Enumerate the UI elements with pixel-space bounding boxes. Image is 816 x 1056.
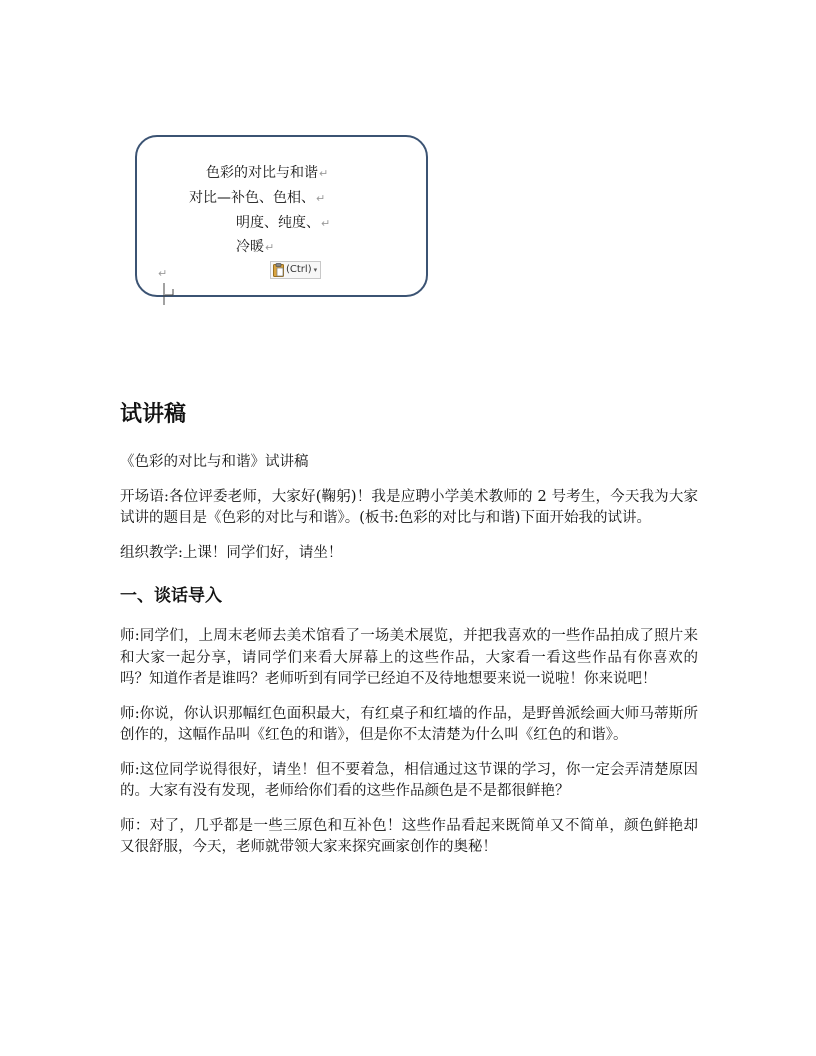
board-empty-line [157,264,167,283]
paragraph-mark-icon: ↵ [319,167,329,180]
board-line-temperature [236,238,274,257]
board-line-contrast [189,189,325,208]
paragraph-teacher-3: 师:这位同学说得很好，请坐！但不要着急，相信通过这节课的学习，你一定会弄清楚原因的。大家有没有发现，老师给你们看的这些作品颜色是不是都很鲜艳？ [120,761,698,799]
paragraph-teacher-2: 师:你说，你认识那幅红色面积最大，有红桌子和红墙的作品，是野兽派绘画大师马蒂斯所创作的，这幅作品叫《红色的和谐》，但是你不太清楚为什么叫《红色的和谐》。 [120,705,698,743]
board-line-text: 明度、纯度、 [236,215,320,231]
paragraph-teacher-4: 师：对了，几乎都是一些三原色和互补色！这些作品看起来既简单又不简单，颜色鲜艳却又很舒服，今天，老师就带领大家来探究画家创作的奥秘！ [120,817,698,855]
paste-options-button[interactable] [270,261,321,279]
chevron-down-icon: ▾ [313,266,318,274]
paragraph-teacher-1: 师:同学们，上周末老师去美术馆看了一场美术展览，并把我喜欢的一些作品拍成了照片来和大家一起分享，请同学们来看大屏幕上的这些作品，大家看一看这些作品有你喜欢的吗？知道作者是谁吗？老师听到有同学已经迫不及待地想要来说一说啦！你来说吧！ [120,628,698,687]
board-line-title [206,164,328,183]
paragraph-mark-icon: ↵ [265,241,275,254]
document-title: 试讲稿 [120,402,187,427]
clipboard-icon [273,263,284,277]
section-heading-intro: 一、谈话导入 [120,586,222,606]
paste-options-label: (Ctrl) [286,264,312,275]
text-cursor-icon [163,283,175,305]
paragraph-opening: 开场语:各位评委老师，大家好(鞠躬)！我是应聘小学美术教师的 2 号考生，今天我为大家试讲的题目是《色彩的对比与和谐》。(板书:色彩的对比与和谐)下面开始我的试讲。 [120,488,698,526]
paragraph-lecture-title: 《色彩的对比与和谐》试讲稿 [120,454,309,470]
paragraph-mark-icon: ↵ [316,192,326,205]
board-line-text: 色彩的对比与和谐 [206,165,318,181]
paragraph-mark-icon: ↵ [158,267,168,280]
paragraph-organize-class: 组织教学:上课！同学们好，请坐！ [120,544,343,561]
board-writing-box [135,135,428,297]
board-line-text: 对比—补色、色相、 [189,190,315,206]
document-body [120,398,698,872]
board-line-text: 冷暖 [236,239,264,255]
paragraph-mark-icon: ↵ [321,217,331,230]
board-line-brightness [236,214,330,233]
